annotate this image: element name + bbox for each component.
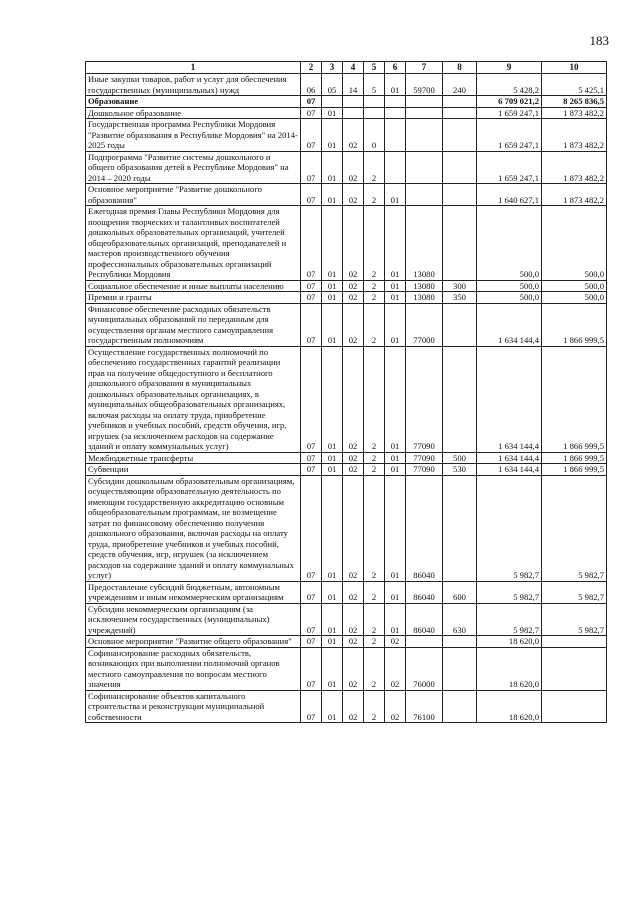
row-value-cell — [443, 346, 477, 452]
row-value-cell: 02 — [343, 303, 364, 346]
row-value-cell — [385, 151, 406, 184]
row-name-cell: Межбюджетные трансферты — [86, 452, 301, 464]
row-value-cell: 07 — [301, 464, 322, 476]
row-value-cell: 01 — [322, 603, 343, 636]
header-cell: 5 — [364, 62, 385, 74]
row-name-cell: Основное мероприятие "Развитие дошкольного образования" — [86, 184, 301, 206]
row-value-cell: 300 — [443, 280, 477, 292]
row-value-cell: 1 659 247,1 — [477, 151, 542, 184]
row-value-cell: 02 — [343, 280, 364, 292]
row-value-cell: 01 — [385, 280, 406, 292]
page-number: 183 — [589, 33, 609, 48]
row-value-cell: 13080 — [406, 206, 443, 281]
row-value-cell: 01 — [322, 107, 343, 119]
row-value-cell: 02 — [343, 151, 364, 184]
row-value-cell: 01 — [322, 452, 343, 464]
row-name-cell: Государственная программа Республики Мордовия "Развитие образования в Республике Мордовия" на 2014-2025 годы — [86, 119, 301, 152]
row-value-cell: 01 — [322, 303, 343, 346]
row-value-cell — [406, 107, 443, 119]
row-value-cell — [364, 96, 385, 108]
row-value-cell: 02 — [385, 690, 406, 723]
row-value-cell: 2 — [364, 690, 385, 723]
header-cell: 10 — [542, 62, 607, 74]
row-value-cell: 500,0 — [477, 292, 542, 304]
row-value-cell: 1 634 144,4 — [477, 464, 542, 476]
row-value-cell: 07 — [301, 96, 322, 108]
table-row — [86, 184, 607, 206]
table-row — [86, 603, 607, 636]
row-value-cell: 02 — [385, 647, 406, 690]
row-value-cell: 02 — [343, 292, 364, 304]
row-value-cell: 01 — [322, 346, 343, 452]
row-value-cell: 86040 — [406, 581, 443, 603]
row-value-cell: 01 — [385, 74, 406, 96]
row-value-cell: 01 — [385, 206, 406, 281]
row-value-cell: 07 — [301, 452, 322, 464]
row-value-cell: 18 620,0 — [477, 690, 542, 723]
row-value-cell: 2 — [364, 475, 385, 581]
row-value-cell: 2 — [364, 647, 385, 690]
row-name-cell: Премии и гранты — [86, 292, 301, 304]
row-value-cell: 1 866 999,5 — [542, 464, 607, 476]
row-value-cell: 2 — [364, 636, 385, 648]
table-row — [86, 636, 607, 648]
row-value-cell: 1 634 144,4 — [477, 346, 542, 452]
row-value-cell: 02 — [343, 464, 364, 476]
row-value-cell: 1 873 482,2 — [542, 151, 607, 184]
row-value-cell — [385, 96, 406, 108]
row-value-cell: 1 634 144,4 — [477, 303, 542, 346]
row-value-cell: 2 — [364, 303, 385, 346]
row-name-cell: Субсидии некоммерческим организациям (за исключением государственных (муниципальных) учреждений) — [86, 603, 301, 636]
row-value-cell: 07 — [301, 581, 322, 603]
row-value-cell — [443, 151, 477, 184]
row-value-cell: 01 — [385, 581, 406, 603]
row-value-cell: 6 709 021,2 — [477, 96, 542, 108]
row-value-cell — [406, 151, 443, 184]
row-value-cell: 01 — [322, 581, 343, 603]
row-value-cell: 1 873 482,2 — [542, 119, 607, 152]
row-value-cell: 07 — [301, 303, 322, 346]
row-value-cell: 06 — [301, 74, 322, 96]
row-value-cell: 01 — [322, 475, 343, 581]
row-value-cell — [443, 475, 477, 581]
row-value-cell: 01 — [322, 151, 343, 184]
row-value-cell: 02 — [343, 475, 364, 581]
row-name-cell: Субвенции — [86, 464, 301, 476]
row-value-cell: 2 — [364, 292, 385, 304]
table-row — [86, 280, 607, 292]
row-value-cell — [322, 96, 343, 108]
row-value-cell — [542, 690, 607, 723]
row-value-cell: 1 866 999,5 — [542, 452, 607, 464]
row-name-cell: Образование — [86, 96, 301, 108]
table-row — [86, 107, 607, 119]
row-value-cell: 05 — [322, 74, 343, 96]
row-value-cell: 07 — [301, 184, 322, 206]
row-value-cell — [443, 636, 477, 648]
row-value-cell: 0 — [364, 119, 385, 152]
table-row — [86, 581, 607, 603]
row-name-cell: Софинансирование объектов капитального строительства и реконструкции муниципальной собственности — [86, 690, 301, 723]
row-value-cell: 01 — [322, 206, 343, 281]
table-row — [86, 74, 607, 96]
row-value-cell: 2 — [364, 151, 385, 184]
row-value-cell: 01 — [385, 475, 406, 581]
row-value-cell: 07 — [301, 346, 322, 452]
row-name-cell: Финансовое обеспечение расходных обязательств муниципальных образований по переданным для осуществления органам местного самоуправления государственным полномочиям — [86, 303, 301, 346]
row-value-cell: 2 — [364, 280, 385, 292]
row-value-cell: 77090 — [406, 346, 443, 452]
row-value-cell: 77090 — [406, 464, 443, 476]
row-value-cell — [385, 119, 406, 152]
row-value-cell: 01 — [322, 280, 343, 292]
row-value-cell — [443, 96, 477, 108]
row-value-cell: 01 — [385, 346, 406, 452]
row-value-cell — [443, 206, 477, 281]
row-value-cell: 02 — [343, 636, 364, 648]
row-value-cell: 1 634 144,4 — [477, 452, 542, 464]
row-value-cell — [542, 636, 607, 648]
row-value-cell: 01 — [385, 303, 406, 346]
table-row — [86, 647, 607, 690]
row-value-cell — [443, 184, 477, 206]
table-row — [86, 119, 607, 152]
table-row — [86, 151, 607, 184]
row-value-cell: 02 — [343, 690, 364, 723]
row-value-cell: 14 — [343, 74, 364, 96]
table-row — [86, 96, 607, 108]
row-value-cell: 2 — [364, 184, 385, 206]
row-value-cell: 5 982,7 — [542, 603, 607, 636]
table-row — [86, 346, 607, 452]
table-row — [86, 303, 607, 346]
row-value-cell: 01 — [385, 292, 406, 304]
row-value-cell: 02 — [343, 119, 364, 152]
row-value-cell — [406, 184, 443, 206]
row-value-cell — [406, 636, 443, 648]
header-cell: 3 — [322, 62, 343, 74]
row-value-cell: 500,0 — [542, 292, 607, 304]
row-value-cell: 76000 — [406, 647, 443, 690]
row-value-cell: 01 — [322, 292, 343, 304]
row-value-cell: 02 — [343, 647, 364, 690]
row-value-cell: 02 — [343, 581, 364, 603]
row-name-cell: Софинансирование расходных обязательств, возникающих при выполнении полномочий органов местного самоуправления по вопросам местного значения — [86, 647, 301, 690]
row-value-cell: 01 — [322, 647, 343, 690]
row-value-cell: 07 — [301, 690, 322, 723]
row-value-cell: 2 — [364, 464, 385, 476]
row-value-cell — [443, 690, 477, 723]
row-value-cell: 01 — [322, 119, 343, 152]
row-value-cell: 07 — [301, 475, 322, 581]
row-value-cell: 86040 — [406, 603, 443, 636]
row-value-cell: 500,0 — [542, 280, 607, 292]
row-value-cell — [406, 96, 443, 108]
row-value-cell: 01 — [385, 464, 406, 476]
row-value-cell — [443, 647, 477, 690]
row-value-cell: 02 — [343, 603, 364, 636]
row-value-cell: 8 265 836,5 — [542, 96, 607, 108]
row-name-cell: Субсидии дошкольным образовательным организациям, осуществляющим образовательную деятельность по имеющим государственную аккредитацию основным общеобразовательным программам, не возмещение затрат по финансовому обеспечению получения дошкольного образования, включая расходы на оплату труда, приобретение учебников и учебных пособий, средств обучения, игр, игрушек (за исключением расходов на содержание зданий и оплату коммунальных услуг) — [86, 475, 301, 581]
row-value-cell: 86040 — [406, 475, 443, 581]
row-value-cell: 5 982,7 — [477, 581, 542, 603]
row-name-cell: Основное мероприятие "Развитие общего образования" — [86, 636, 301, 648]
row-value-cell: 1 873 482,2 — [542, 184, 607, 206]
row-value-cell: 5 982,7 — [542, 581, 607, 603]
row-value-cell: 77000 — [406, 303, 443, 346]
header-cell: 6 — [385, 62, 406, 74]
row-name-cell: Осуществление государственных полномочий по обеспечению государственных гарантий реализации прав на получение общедоступного и бесплатного дошкольного образования в муниципальных дошкольных образовательных организациях, в муниципальных общеобразовательных организациях, включая расходы на оплату труда, приобретение учебников и учебных пособий, средств обучения, игр, игрушек (за исключением расходов на содержание зданий и оплату коммунальных услуг) — [86, 346, 301, 452]
row-value-cell — [343, 107, 364, 119]
row-value-cell: 530 — [443, 464, 477, 476]
row-name-cell: Предоставление субсидий бюджетным, автономным учреждениям и иным некоммерческим организациям — [86, 581, 301, 603]
header-cell: 2 — [301, 62, 322, 74]
row-value-cell: 02 — [343, 184, 364, 206]
row-value-cell: 1 866 999,5 — [542, 303, 607, 346]
row-value-cell: 07 — [301, 603, 322, 636]
row-value-cell: 01 — [385, 603, 406, 636]
row-name-cell: Ежегодная премия Главы Республики Мордовия для поощрения творческих и талантливых воспитателей дошкольных образовательных организаций, учителей общеобразовательных организаций, преподавателей и мастеров производственного обучения профессиональных образовательных организаций Республики Мордовия — [86, 206, 301, 281]
row-value-cell: 1 640 627,1 — [477, 184, 542, 206]
row-value-cell: 13080 — [406, 280, 443, 292]
header-cell: 7 — [406, 62, 443, 74]
row-value-cell: 500,0 — [477, 280, 542, 292]
table-row — [86, 475, 607, 581]
row-value-cell: 59700 — [406, 74, 443, 96]
row-value-cell: 1 659 247,1 — [477, 119, 542, 152]
row-value-cell: 5 982,7 — [477, 603, 542, 636]
row-value-cell — [443, 119, 477, 152]
row-value-cell: 2 — [364, 206, 385, 281]
row-value-cell: 18 620,0 — [477, 647, 542, 690]
row-value-cell — [443, 303, 477, 346]
row-value-cell: 02 — [385, 636, 406, 648]
row-value-cell: 01 — [322, 464, 343, 476]
header-cell: 8 — [443, 62, 477, 74]
row-value-cell: 1 659 247,1 — [477, 107, 542, 119]
row-value-cell: 07 — [301, 119, 322, 152]
row-value-cell: 1 866 999,5 — [542, 346, 607, 452]
header-row — [86, 62, 607, 74]
row-value-cell: 01 — [322, 636, 343, 648]
row-value-cell: 5 982,7 — [542, 475, 607, 581]
header-cell: 9 — [477, 62, 542, 74]
row-value-cell: 5 428,2 — [477, 74, 542, 96]
row-name-cell: Социальное обеспечение и иные выплаты населению — [86, 280, 301, 292]
row-value-cell: 02 — [343, 206, 364, 281]
row-value-cell: 500 — [443, 452, 477, 464]
table-row — [86, 292, 607, 304]
row-value-cell: 01 — [322, 690, 343, 723]
row-value-cell: 500,0 — [477, 206, 542, 281]
row-value-cell: 07 — [301, 151, 322, 184]
row-name-cell: Иные закупки товаров, работ и услуг для обеспечения государственных (муниципальных) нужд — [86, 74, 301, 96]
table-row — [86, 452, 607, 464]
row-value-cell: 600 — [443, 581, 477, 603]
row-value-cell — [443, 107, 477, 119]
row-value-cell: 07 — [301, 636, 322, 648]
row-value-cell: 18 620,0 — [477, 636, 542, 648]
table-row — [86, 690, 607, 723]
row-value-cell: 630 — [443, 603, 477, 636]
row-value-cell: 07 — [301, 647, 322, 690]
row-value-cell: 5 425,1 — [542, 74, 607, 96]
row-value-cell: 77090 — [406, 452, 443, 464]
row-value-cell: 02 — [343, 346, 364, 452]
row-value-cell: 2 — [364, 452, 385, 464]
row-value-cell: 01 — [322, 184, 343, 206]
row-name-cell: Подпрограмма "Развитие системы дошкольного и общего образования детей в Республике Мордовия" на 2014 – 2020 годы — [86, 151, 301, 184]
row-value-cell — [385, 107, 406, 119]
row-value-cell: 76100 — [406, 690, 443, 723]
row-value-cell — [542, 647, 607, 690]
row-value-cell: 07 — [301, 107, 322, 119]
budget-table — [85, 61, 607, 723]
header-cell: 4 — [343, 62, 364, 74]
row-value-cell: 01 — [385, 184, 406, 206]
row-value-cell: 350 — [443, 292, 477, 304]
row-value-cell: 5 982,7 — [477, 475, 542, 581]
table-row — [86, 464, 607, 476]
row-value-cell: 07 — [301, 280, 322, 292]
row-value-cell: 01 — [385, 452, 406, 464]
row-value-cell: 240 — [443, 74, 477, 96]
row-value-cell: 5 — [364, 74, 385, 96]
row-value-cell: 500,0 — [542, 206, 607, 281]
row-value-cell: 02 — [343, 452, 364, 464]
row-value-cell: 07 — [301, 206, 322, 281]
row-value-cell: 2 — [364, 603, 385, 636]
row-value-cell — [406, 119, 443, 152]
header-cell: 1 — [86, 62, 301, 74]
row-value-cell: 2 — [364, 346, 385, 452]
row-name-cell: Дошкольное образование — [86, 107, 301, 119]
row-value-cell — [343, 96, 364, 108]
row-value-cell: 07 — [301, 292, 322, 304]
table-row — [86, 206, 607, 281]
row-value-cell — [364, 107, 385, 119]
row-value-cell: 2 — [364, 581, 385, 603]
row-value-cell: 13080 — [406, 292, 443, 304]
row-value-cell: 1 873 482,2 — [542, 107, 607, 119]
